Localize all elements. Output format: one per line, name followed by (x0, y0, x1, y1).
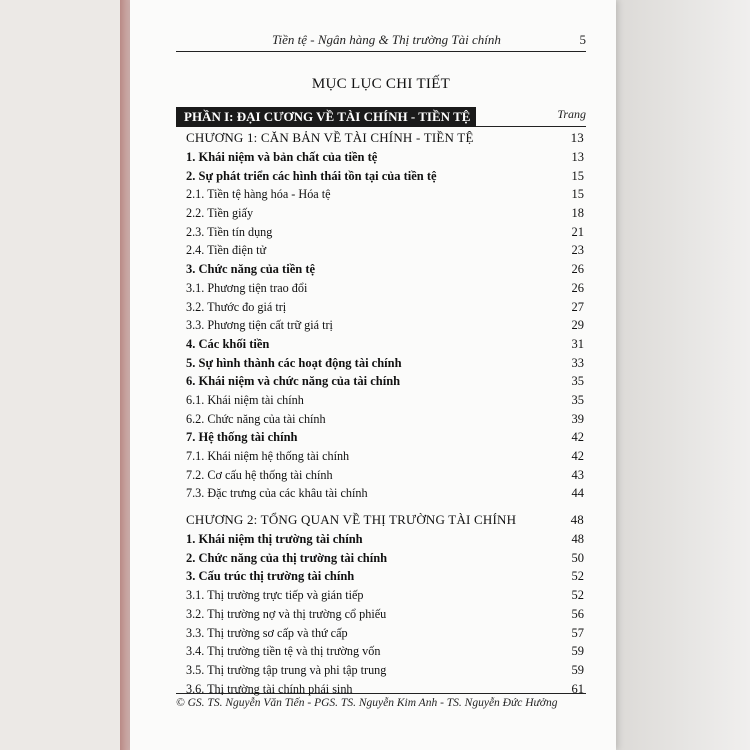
toc-entry-page: 61 (571, 681, 584, 696)
toc-entry-label: 2.2. Tiền giấy (186, 206, 254, 221)
page-column-label: Trang (557, 107, 586, 121)
toc-entry-label: 3.2. Thước đo giá trị (186, 299, 287, 314)
toc-entry-label: 3.6. Thị trường tài chính phái sinh (186, 681, 353, 696)
toc-entry-label: 2. Chức năng của thị trường tài chính (186, 550, 388, 565)
toc-entry-label: 6. Khái niệm và chức năng của tài chính (186, 374, 401, 389)
toc-entry-page: 29 (571, 318, 584, 333)
toc-entry-row (186, 204, 586, 223)
toc-entry-row (186, 642, 586, 661)
toc-entry-label: 3.5. Thị trường tập trung và phi tập trung (186, 662, 387, 677)
toc-entry-page: 21 (571, 224, 584, 239)
toc-entry-row (186, 428, 586, 447)
toc-entry-page: 33 (571, 355, 584, 370)
toc-entry-row (186, 241, 586, 260)
toc-entry-label: 3.2. Thị trường nợ và thị trường cổ phiếu (186, 606, 387, 621)
toc-entry-label: 7.2. Cơ cấu hệ thống tài chính (186, 467, 333, 482)
toc-entry-row (186, 466, 586, 485)
toc-entry-label: 3.3. Phương tiện cất trữ giá trị (186, 318, 333, 333)
toc-entry-row (186, 335, 586, 354)
toc-entry-row (186, 148, 586, 167)
footer-credits: © GS. TS. Nguyễn Văn Tiến - PGS. TS. Nguyễn Kim Anh - TS. Nguyễn Đức Hưởng (176, 693, 586, 709)
toc-entry-page: 15 (571, 187, 584, 202)
toc-entry-row (186, 260, 586, 279)
toc-entry-label: CHƯƠNG 1: CĂN BẢN VỀ TÀI CHÍNH - TIỀN TỆ (186, 130, 474, 145)
toc-entry-page: 15 (571, 168, 584, 183)
toc-entry-label: 2.3. Tiền tín dụng (186, 224, 273, 239)
toc-entry-page: 23 (571, 243, 584, 258)
toc-entry-label: 2.1. Tiền tệ hàng hóa - Hóa tệ (186, 187, 331, 202)
toc-entry-row (186, 410, 586, 429)
toc-entry-page: 13 (571, 150, 584, 164)
toc-entry-row (186, 185, 586, 204)
toc-entry-row (186, 372, 586, 391)
toc-entry-label: 6.2. Chức năng của tài chính (186, 411, 326, 426)
toc-entry-row (186, 605, 586, 624)
toc-entry-page: 31 (571, 336, 584, 351)
toc-entry-row (186, 530, 586, 549)
toc-entry-row (186, 391, 586, 410)
toc-entry-page: 42 (571, 430, 584, 445)
toc-entry-row (186, 447, 586, 466)
toc-entry-page: 35 (571, 374, 584, 389)
part-rule (476, 126, 586, 127)
table-of-contents (186, 128, 586, 698)
toc-entry-row (186, 661, 586, 680)
toc-entry-label: 3.1. Thị trường trực tiếp và gián tiếp (186, 588, 364, 603)
toc-entry-page: 18 (571, 206, 584, 221)
toc-entry-page: 44 (571, 486, 584, 501)
toc-entry-row (186, 549, 586, 568)
toc-entry-row (186, 624, 586, 643)
header-title: Tiền tệ - Ngân hàng & Thị trường Tài chính (272, 32, 501, 47)
toc-entry-row (186, 167, 586, 186)
toc-entry-label: 7.3. Đặc trưng của các khâu tài chính (186, 486, 368, 501)
toc-entry-page: 52 (571, 588, 584, 603)
toc-entry-label: 3.1. Phương tiện trao đổi (186, 280, 308, 295)
toc-entry-label: 5. Sự hình thành các hoạt động tài chính (186, 355, 402, 370)
toc-entry-page: 48 (571, 532, 584, 547)
toc-entry-label: 1. Khái niệm và bản chất của tiền tệ (186, 150, 378, 164)
toc-entry-page: 43 (571, 467, 584, 482)
toc-entry-row (186, 316, 586, 335)
toc-entry-label: CHƯƠNG 2: TỔNG QUAN VỀ THỊ TRƯỜNG TÀI CHÍNH (186, 512, 517, 528)
part-heading (176, 103, 586, 127)
page-number: 5 (579, 32, 586, 47)
toc-entry-page: 27 (571, 299, 584, 314)
toc-entry-page: 48 (570, 512, 584, 528)
running-header (176, 27, 586, 52)
toc-entry-page: 50 (571, 550, 584, 565)
toc-entry-label: 4. Các khối tiền (186, 336, 270, 351)
toc-entry-label: 3. Chức năng của tiền tệ (186, 262, 316, 277)
toc-entry-row (186, 354, 586, 373)
toc-entry-page: 56 (571, 606, 584, 621)
toc-entry-page: 57 (571, 625, 584, 640)
toc-entry-page: 59 (571, 644, 584, 659)
toc-entry-label: 2.4. Tiền điện tử (186, 243, 267, 258)
part-label: PHẦN I: ĐẠI CƯƠNG VỀ TÀI CHÍNH - TIỀN TỆ (176, 107, 476, 127)
toc-entry-page: 26 (571, 280, 584, 295)
toc-chapter-row (186, 510, 586, 530)
toc-entry-page: 26 (571, 262, 584, 277)
toc-entry-page: 13 (570, 130, 584, 145)
toc-chapter-row (186, 128, 586, 148)
toc-entry-label: 3.4. Thị trường tiền tệ và thị trường vốn (186, 644, 381, 659)
toc-entry-page: 39 (571, 411, 584, 426)
toc-entry-label: 7.1. Khái niệm hệ thống tài chính (186, 449, 350, 463)
background-surface (616, 0, 750, 750)
toc-entry-page: 35 (571, 392, 584, 407)
toc-entry-page: 59 (571, 662, 584, 677)
toc-entry-row (186, 279, 586, 298)
toc-entry-label: 1. Khái niệm thị trường tài chính (186, 532, 363, 547)
toc-entry-label: 6.1. Khái niệm tài chính (186, 392, 304, 407)
toc-entry-row (186, 567, 586, 586)
toc-entry-page: 52 (571, 569, 584, 584)
toc-entry-label: 3. Cấu trúc thị trường tài chính (186, 569, 355, 584)
toc-entry-row (186, 223, 586, 242)
toc-entry-label: 3.3. Thị trường sơ cấp và thứ cấp (186, 625, 348, 640)
toc-entry-row (186, 586, 586, 605)
page-title: MỤC LỤC CHI TIẾT (311, 76, 451, 92)
toc-entry-page: 42 (571, 449, 584, 463)
toc-entry-label: 2. Sự phát triển các hình thái tồn tại của tiền tệ (186, 168, 437, 183)
toc-entry-label: 7. Hệ thống tài chính (186, 430, 298, 445)
toc-entry-row (186, 298, 586, 317)
toc-entry-row (186, 484, 586, 503)
